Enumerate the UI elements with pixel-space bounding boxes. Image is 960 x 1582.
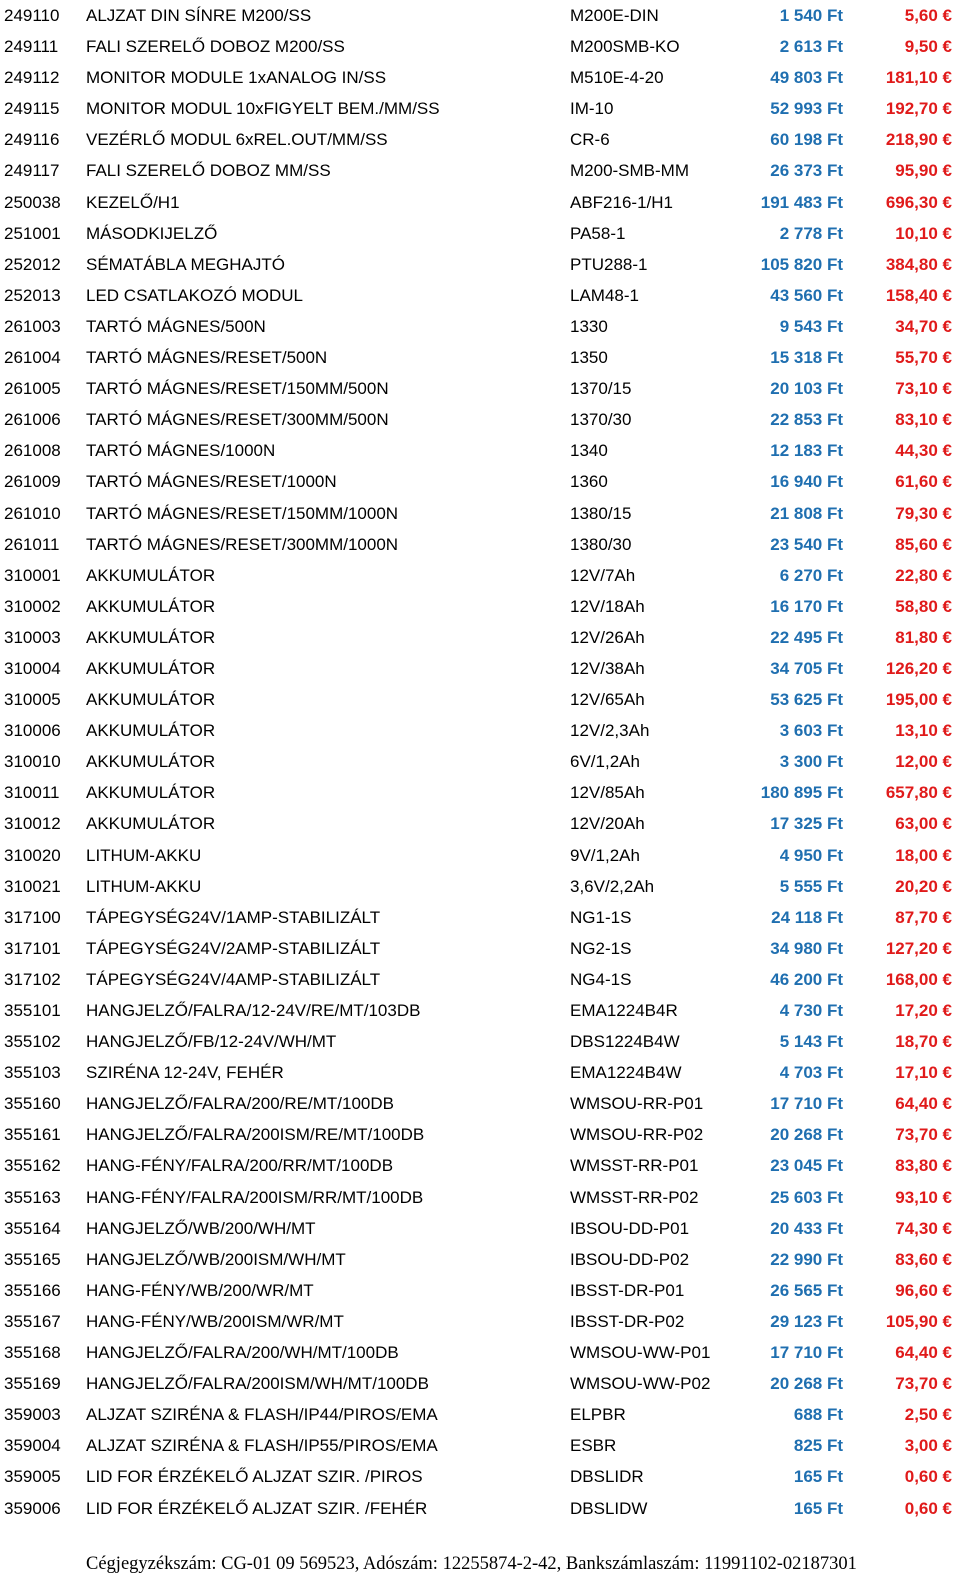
table-row bbox=[0, 187, 960, 218]
part-number: WMSST-RR-P01 bbox=[570, 1156, 699, 1176]
price-eur: 22,80 € bbox=[895, 565, 952, 585]
part-number: 12V/18Ah bbox=[570, 596, 645, 616]
product-code: 355160 bbox=[4, 1094, 61, 1114]
product-name: MONITOR MODULE 1xANALOG IN/SS bbox=[86, 68, 387, 88]
price-huf: 5 555 Ft bbox=[779, 876, 843, 896]
price-huf: 26 373 Ft bbox=[770, 161, 843, 181]
table-row bbox=[0, 1430, 960, 1461]
part-number: EMA1224B4R bbox=[570, 1001, 678, 1020]
product-code: 252012 bbox=[4, 254, 61, 274]
product-code: 310002 bbox=[4, 596, 61, 616]
product-code: 355164 bbox=[4, 1218, 61, 1238]
product-code: 310012 bbox=[4, 814, 61, 834]
price-huf: 20 268 Ft bbox=[770, 1374, 843, 1394]
price-eur: 44,30 € bbox=[895, 441, 952, 461]
product-name: FALI SZERELŐ DOBOZ M200/SS bbox=[86, 37, 345, 57]
price-huf: 26 565 Ft bbox=[770, 1280, 843, 1300]
price-eur: 17,20 € bbox=[895, 1001, 952, 1020]
product-code: 355103 bbox=[4, 1063, 61, 1083]
product-name: LITHUM-AKKU bbox=[86, 845, 202, 865]
product-code: 250038 bbox=[4, 192, 61, 212]
part-number: ELPBR bbox=[570, 1405, 626, 1425]
part-number: M510E-4-20 bbox=[570, 68, 664, 88]
price-eur: 83,60 € bbox=[895, 1249, 952, 1269]
part-number: IBSST-DR-P02 bbox=[570, 1311, 685, 1331]
product-name: KEZELŐ/H1 bbox=[86, 192, 180, 212]
table-row bbox=[0, 529, 960, 560]
product-name: MÁSODKIJELZŐ bbox=[86, 223, 218, 243]
price-huf: 46 200 Ft bbox=[770, 969, 843, 989]
price-eur: 0,60 € bbox=[904, 1498, 952, 1518]
table-row bbox=[0, 1057, 960, 1088]
product-name: ALJZAT DIN SÍNRE M200/SS bbox=[86, 6, 312, 25]
table-row bbox=[0, 777, 960, 808]
company-footer: Cégjegyzékszám: CG-01 09 569523, Adószám: 12255874-2-42, Bankszámlaszám: 11991102-02187301 bbox=[86, 1554, 857, 1574]
part-number: M200E-DIN bbox=[570, 6, 659, 25]
table-row bbox=[0, 684, 960, 715]
part-number: 1360 bbox=[570, 472, 608, 492]
product-code: 249110 bbox=[4, 6, 60, 25]
product-name: HANGJELZŐ/FB/12-24V/WH/MT bbox=[86, 1032, 337, 1052]
price-eur: 2,50 € bbox=[904, 1405, 952, 1425]
price-eur: 657,80 € bbox=[885, 783, 952, 803]
product-name: AKKUMULÁTOR bbox=[86, 658, 216, 678]
price-eur: 195,00 € bbox=[885, 690, 952, 710]
part-number: EMA1224B4W bbox=[570, 1063, 682, 1083]
price-eur: 63,00 € bbox=[895, 814, 952, 834]
table-row bbox=[0, 435, 960, 466]
product-name: SÉMATÁBLA MEGHAJTÓ bbox=[86, 254, 286, 274]
part-number: 9V/1,2Ah bbox=[570, 845, 640, 865]
price-eur: 218,90 € bbox=[885, 130, 952, 150]
product-code: 249112 bbox=[4, 68, 60, 88]
part-number: 12V/20Ah bbox=[570, 814, 645, 834]
part-number: WMSOU-RR-P01 bbox=[570, 1094, 704, 1114]
price-eur: 384,80 € bbox=[885, 254, 952, 274]
price-huf: 180 895 Ft bbox=[760, 783, 843, 803]
part-number: DBSLIDR bbox=[570, 1467, 644, 1487]
table-row bbox=[0, 498, 960, 529]
price-eur: 158,40 € bbox=[885, 285, 952, 305]
price-huf: 21 808 Ft bbox=[770, 503, 843, 523]
product-name: TARTÓ MÁGNES/RESET/150MM/1000N bbox=[86, 503, 399, 523]
table-row bbox=[0, 31, 960, 62]
table-row bbox=[0, 1213, 960, 1244]
product-name: ALJZAT SZIRÉNA & FLASH/IP44/PIROS/EMA bbox=[86, 1405, 438, 1425]
part-number: M200-SMB-MM bbox=[570, 161, 690, 181]
price-huf: 60 198 Ft bbox=[770, 130, 843, 150]
price-huf: 9 543 Ft bbox=[779, 316, 843, 336]
table-row bbox=[0, 1275, 960, 1306]
product-name: HANG-FÉNY/WB/200ISM/WR/MT bbox=[86, 1311, 344, 1331]
table-row bbox=[0, 1088, 960, 1119]
table-row bbox=[0, 560, 960, 591]
price-eur: 64,40 € bbox=[895, 1094, 952, 1114]
price-eur: 74,30 € bbox=[895, 1218, 952, 1238]
price-eur: 83,10 € bbox=[895, 410, 952, 430]
product-code: 261011 bbox=[4, 534, 60, 554]
product-name: HANGJELZŐ/FALRA/200/WH/MT/100DB bbox=[86, 1343, 399, 1363]
product-name: TARTÓ MÁGNES/1000N bbox=[86, 441, 276, 461]
price-huf: 52 993 Ft bbox=[770, 99, 843, 119]
price-huf: 2 778 Ft bbox=[779, 223, 843, 243]
product-name: HANGJELZŐ/WB/200ISM/WH/MT bbox=[86, 1249, 346, 1269]
price-eur: 93,10 € bbox=[895, 1187, 952, 1207]
product-name: ALJZAT SZIRÉNA & FLASH/IP55/PIROS/EMA bbox=[86, 1436, 438, 1456]
price-huf: 29 123 Ft bbox=[770, 1311, 843, 1331]
price-eur: 73,70 € bbox=[895, 1125, 952, 1145]
price-huf: 49 803 Ft bbox=[770, 68, 843, 88]
price-huf: 34 705 Ft bbox=[770, 658, 843, 678]
price-huf: 1 540 Ft bbox=[779, 6, 843, 25]
product-code: 261008 bbox=[4, 441, 61, 461]
price-huf: 23 045 Ft bbox=[770, 1156, 843, 1176]
product-name: TARTÓ MÁGNES/RESET/500N bbox=[86, 348, 328, 368]
product-name: FALI SZERELŐ DOBOZ MM/SS bbox=[86, 161, 331, 181]
part-number: 1350 bbox=[570, 348, 608, 368]
product-name: HANGJELZŐ/FALRA/200/RE/MT/100DB bbox=[86, 1094, 394, 1114]
product-code: 261009 bbox=[4, 472, 61, 492]
product-name: LID FOR ÉRZÉKELŐ ALJZAT SZIR. /FEHÉR bbox=[86, 1498, 428, 1518]
price-eur: 95,90 € bbox=[895, 161, 952, 181]
part-number: 1380/15 bbox=[570, 503, 632, 523]
price-eur: 34,70 € bbox=[895, 316, 952, 336]
product-name: TARTÓ MÁGNES/RESET/150MM/500N bbox=[86, 379, 389, 399]
product-name: TÁPEGYSÉG24V/4AMP-STABILIZÁLT bbox=[86, 969, 381, 989]
price-eur: 58,80 € bbox=[895, 596, 952, 616]
price-eur: 81,80 € bbox=[895, 627, 952, 647]
product-name: LID FOR ÉRZÉKELŐ ALJZAT SZIR. /PIROS bbox=[86, 1467, 423, 1487]
product-name: HANGJELZŐ/WB/200/WH/MT bbox=[86, 1218, 316, 1238]
price-huf: 20 268 Ft bbox=[770, 1125, 843, 1145]
product-name: AKKUMULÁTOR bbox=[86, 565, 216, 585]
product-code: 261006 bbox=[4, 410, 61, 430]
part-number: IBSOU-DD-P01 bbox=[570, 1218, 690, 1238]
table-row bbox=[0, 1150, 960, 1181]
table-row bbox=[0, 404, 960, 435]
product-name: TÁPEGYSÉG24V/1AMP-STABILIZÁLT bbox=[86, 907, 381, 927]
price-huf: 25 603 Ft bbox=[770, 1187, 843, 1207]
product-name: VEZÉRLŐ MODUL 6xREL.OUT/MM/SS bbox=[86, 130, 388, 150]
table-row bbox=[0, 1119, 960, 1150]
part-number: PA58-1 bbox=[570, 223, 626, 243]
part-number: 12V/38Ah bbox=[570, 658, 645, 678]
price-eur: 79,30 € bbox=[895, 503, 952, 523]
price-huf: 17 710 Ft bbox=[770, 1343, 843, 1363]
part-number: CR-6 bbox=[570, 130, 610, 150]
table-row bbox=[0, 218, 960, 249]
product-code: 355166 bbox=[4, 1280, 61, 1300]
part-number: DBS1224B4W bbox=[570, 1032, 680, 1052]
product-code: 251001 bbox=[4, 223, 61, 243]
part-number: 1330 bbox=[570, 316, 608, 336]
table-row bbox=[0, 1337, 960, 1368]
table-row bbox=[0, 808, 960, 839]
part-number: LAM48-1 bbox=[570, 285, 639, 305]
price-eur: 87,70 € bbox=[895, 907, 952, 927]
price-eur: 127,20 € bbox=[885, 938, 952, 958]
product-code: 355168 bbox=[4, 1343, 61, 1363]
product-name: SZIRÉNA 12-24V, FEHÉR bbox=[86, 1063, 284, 1083]
price-huf: 2 613 Ft bbox=[779, 37, 843, 57]
price-eur: 64,40 € bbox=[895, 1343, 952, 1363]
price-eur: 696,30 € bbox=[885, 192, 952, 212]
part-number: 6V/1,2Ah bbox=[570, 752, 640, 772]
table-row bbox=[0, 249, 960, 280]
price-huf: 688 Ft bbox=[793, 1405, 843, 1425]
table-row bbox=[0, 1306, 960, 1337]
price-huf: 43 560 Ft bbox=[770, 285, 843, 305]
product-code: 252013 bbox=[4, 285, 61, 305]
table-row bbox=[0, 62, 960, 93]
part-number: NG4-1S bbox=[570, 969, 632, 989]
product-code: 355101 bbox=[4, 1001, 61, 1020]
product-code: 310004 bbox=[4, 658, 61, 678]
product-code: 261003 bbox=[4, 316, 61, 336]
part-number: 12V/2,3Ah bbox=[570, 721, 650, 741]
price-huf: 34 980 Ft bbox=[770, 938, 843, 958]
price-eur: 73,70 € bbox=[895, 1374, 952, 1394]
price-huf: 3 300 Ft bbox=[779, 752, 843, 772]
part-number: M200SMB-KO bbox=[570, 37, 680, 57]
price-eur: 192,70 € bbox=[885, 99, 952, 119]
product-code: 310005 bbox=[4, 690, 61, 710]
price-huf: 20 433 Ft bbox=[770, 1218, 843, 1238]
product-code: 359006 bbox=[4, 1498, 61, 1518]
product-code: 249115 bbox=[4, 99, 60, 119]
part-number: DBSLIDW bbox=[570, 1498, 648, 1518]
part-number: WMSOU-RR-P02 bbox=[570, 1125, 704, 1145]
table-row bbox=[0, 342, 960, 373]
part-number: ABF216-1/H1 bbox=[570, 192, 673, 212]
part-number: 1380/30 bbox=[570, 534, 632, 554]
part-number: ESBR bbox=[570, 1436, 617, 1456]
product-name: AKKUMULÁTOR bbox=[86, 752, 216, 772]
product-code: 317102 bbox=[4, 969, 61, 989]
price-eur: 5,60 € bbox=[904, 6, 952, 25]
price-eur: 17,10 € bbox=[895, 1063, 952, 1083]
product-name: HANG-FÉNY/WB/200/WR/MT bbox=[86, 1280, 314, 1300]
product-code: 310003 bbox=[4, 627, 61, 647]
product-code: 359003 bbox=[4, 1405, 61, 1425]
product-code: 249117 bbox=[4, 161, 60, 181]
price-huf: 22 495 Ft bbox=[770, 627, 843, 647]
table-row bbox=[0, 964, 960, 995]
table-row bbox=[0, 1493, 960, 1524]
price-huf: 16 170 Ft bbox=[770, 596, 843, 616]
table-row bbox=[0, 466, 960, 497]
price-eur: 126,20 € bbox=[885, 658, 952, 678]
price-huf: 165 Ft bbox=[793, 1467, 843, 1487]
price-huf: 22 990 Ft bbox=[770, 1249, 843, 1269]
price-eur: 0,60 € bbox=[904, 1467, 952, 1487]
product-code: 261004 bbox=[4, 348, 61, 368]
price-huf: 53 625 Ft bbox=[770, 690, 843, 710]
part-number: IBSST-DR-P01 bbox=[570, 1280, 685, 1300]
price-eur: 13,10 € bbox=[895, 721, 952, 741]
table-row bbox=[0, 280, 960, 311]
table-row bbox=[0, 373, 960, 404]
price-eur: 105,90 € bbox=[885, 1311, 952, 1331]
product-name: AKKUMULÁTOR bbox=[86, 721, 216, 741]
table-row bbox=[0, 840, 960, 871]
price-huf: 20 103 Ft bbox=[770, 379, 843, 399]
price-huf: 22 853 Ft bbox=[770, 410, 843, 430]
price-eur: 3,00 € bbox=[904, 1436, 952, 1456]
price-eur: 9,50 € bbox=[904, 37, 952, 57]
product-name: TARTÓ MÁGNES/RESET/300MM/1000N bbox=[86, 534, 399, 554]
price-huf: 16 940 Ft bbox=[770, 472, 843, 492]
product-name: TÁPEGYSÉG24V/2AMP-STABILIZÁLT bbox=[86, 938, 381, 958]
table-row bbox=[0, 1026, 960, 1057]
price-eur: 61,60 € bbox=[895, 472, 952, 492]
product-name: TARTÓ MÁGNES/500N bbox=[86, 316, 266, 336]
product-name: AKKUMULÁTOR bbox=[86, 814, 216, 834]
part-number: 1340 bbox=[570, 441, 608, 461]
product-code: 355163 bbox=[4, 1187, 61, 1207]
table-row bbox=[0, 622, 960, 653]
table-row bbox=[0, 1461, 960, 1492]
product-name: AKKUMULÁTOR bbox=[86, 627, 216, 647]
price-eur: 83,80 € bbox=[895, 1156, 952, 1176]
price-huf: 165 Ft bbox=[793, 1498, 843, 1518]
price-eur: 55,70 € bbox=[895, 348, 952, 368]
part-number: PTU288-1 bbox=[570, 254, 648, 274]
product-name: HANG-FÉNY/FALRA/200ISM/RR/MT/100DB bbox=[86, 1187, 424, 1207]
price-huf: 4 950 Ft bbox=[779, 845, 843, 865]
price-huf: 5 143 Ft bbox=[779, 1032, 843, 1052]
part-number: NG2-1S bbox=[570, 938, 632, 958]
table-row bbox=[0, 715, 960, 746]
part-number: 12V/65Ah bbox=[570, 690, 645, 710]
product-name: HANGJELZŐ/FALRA/200ISM/RE/MT/100DB bbox=[86, 1125, 425, 1145]
part-number: WMSOU-WW-P01 bbox=[570, 1343, 711, 1363]
product-code: 359005 bbox=[4, 1467, 61, 1487]
price-huf: 23 540 Ft bbox=[770, 534, 843, 554]
part-number: WMSST-RR-P02 bbox=[570, 1187, 699, 1207]
price-huf: 4 730 Ft bbox=[779, 1001, 843, 1020]
price-eur: 168,00 € bbox=[885, 969, 952, 989]
part-number: 1370/15 bbox=[570, 379, 632, 399]
price-eur: 18,70 € bbox=[895, 1032, 952, 1052]
price-huf: 105 820 Ft bbox=[760, 254, 843, 274]
product-name: HANGJELZŐ/FALRA/200ISM/WH/MT/100DB bbox=[86, 1374, 429, 1394]
table-row bbox=[0, 1368, 960, 1399]
product-code: 249116 bbox=[4, 130, 60, 150]
table-row bbox=[0, 1244, 960, 1275]
product-code: 355169 bbox=[4, 1374, 61, 1394]
part-number: IM-10 bbox=[570, 99, 614, 119]
product-name: HANGJELZŐ/FALRA/12-24V/RE/MT/103DB bbox=[86, 1001, 421, 1020]
part-number: 12V/85Ah bbox=[570, 783, 645, 803]
product-code: 355165 bbox=[4, 1249, 61, 1269]
price-huf: 191 483 Ft bbox=[760, 192, 843, 212]
product-name: HANG-FÉNY/FALRA/200/RR/MT/100DB bbox=[86, 1156, 394, 1176]
product-code: 310001 bbox=[4, 565, 61, 585]
table-row bbox=[0, 0, 960, 31]
price-huf: 4 703 Ft bbox=[779, 1063, 843, 1083]
price-eur: 181,10 € bbox=[885, 68, 952, 88]
product-code: 310020 bbox=[4, 845, 61, 865]
product-code: 310021 bbox=[4, 876, 61, 896]
product-name: TARTÓ MÁGNES/RESET/1000N bbox=[86, 472, 337, 492]
price-huf: 12 183 Ft bbox=[770, 441, 843, 461]
product-code: 355102 bbox=[4, 1032, 61, 1052]
price-eur: 10,10 € bbox=[895, 223, 952, 243]
price-eur: 73,10 € bbox=[895, 379, 952, 399]
product-code: 317101 bbox=[4, 938, 61, 958]
table-row bbox=[0, 311, 960, 342]
table-row bbox=[0, 871, 960, 902]
price-huf: 6 270 Ft bbox=[779, 565, 843, 585]
table-row bbox=[0, 1182, 960, 1213]
price-eur: 20,20 € bbox=[895, 876, 952, 896]
product-code: 261005 bbox=[4, 379, 61, 399]
table-row bbox=[0, 653, 960, 684]
part-number: IBSOU-DD-P02 bbox=[570, 1249, 690, 1269]
price-eur: 18,00 € bbox=[895, 845, 952, 865]
product-name: AKKUMULÁTOR bbox=[86, 783, 216, 803]
product-name: AKKUMULÁTOR bbox=[86, 596, 216, 616]
product-code: 359004 bbox=[4, 1436, 61, 1456]
product-code: 261010 bbox=[4, 503, 61, 523]
product-name: AKKUMULÁTOR bbox=[86, 690, 216, 710]
part-number: NG1-1S bbox=[570, 907, 632, 927]
price-eur: 12,00 € bbox=[895, 752, 952, 772]
part-number: 12V/26Ah bbox=[570, 627, 645, 647]
product-name: TARTÓ MÁGNES/RESET/300MM/500N bbox=[86, 410, 389, 430]
table-row bbox=[0, 591, 960, 622]
price-eur: 96,60 € bbox=[895, 1280, 952, 1300]
price-huf: 825 Ft bbox=[793, 1436, 843, 1456]
product-code: 310010 bbox=[4, 752, 61, 772]
table-row bbox=[0, 1399, 960, 1430]
part-number: 3,6V/2,2Ah bbox=[570, 876, 655, 896]
table-row bbox=[0, 902, 960, 933]
price-huf: 3 603 Ft bbox=[779, 721, 843, 741]
product-name: MONITOR MODUL 10xFIGYELT BEM./MM/SS bbox=[86, 99, 440, 119]
table-row bbox=[0, 995, 960, 1026]
product-code: 310006 bbox=[4, 721, 61, 741]
product-code: 355167 bbox=[4, 1311, 61, 1331]
price-huf: 15 318 Ft bbox=[770, 348, 843, 368]
product-name: LED CSATLAKOZÓ MODUL bbox=[86, 285, 303, 305]
table-row bbox=[0, 93, 960, 124]
table-row bbox=[0, 155, 960, 186]
table-row bbox=[0, 933, 960, 964]
price-huf: 17 325 Ft bbox=[770, 814, 843, 834]
part-number: WMSOU-WW-P02 bbox=[570, 1374, 711, 1394]
product-name: LITHUM-AKKU bbox=[86, 876, 202, 896]
product-code: 317100 bbox=[4, 907, 61, 927]
product-code: 355162 bbox=[4, 1156, 61, 1176]
table-row bbox=[0, 124, 960, 155]
table-row bbox=[0, 746, 960, 777]
product-code: 310011 bbox=[4, 783, 60, 803]
product-code: 355161 bbox=[4, 1125, 61, 1145]
product-code: 249111 bbox=[4, 37, 59, 57]
price-eur: 85,60 € bbox=[895, 534, 952, 554]
price-huf: 24 118 Ft bbox=[771, 907, 843, 927]
price-huf: 17 710 Ft bbox=[770, 1094, 843, 1114]
part-number: 1370/30 bbox=[570, 410, 632, 430]
part-number: 12V/7Ah bbox=[570, 565, 636, 585]
